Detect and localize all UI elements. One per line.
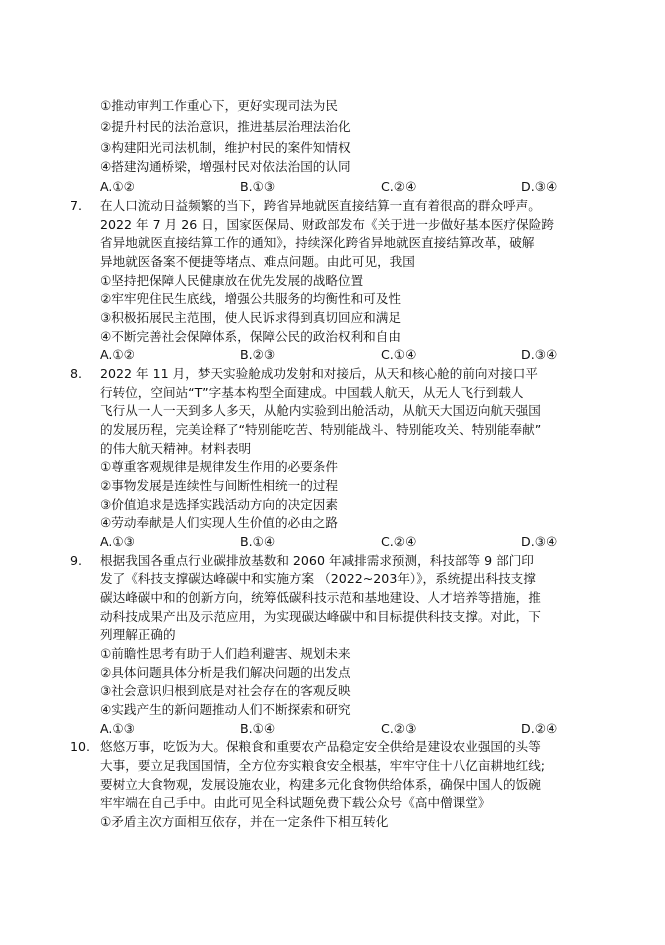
q7-option-1: ①坚持把保障人民健康放在优先发展的战略位置 (100, 273, 364, 288)
q8-option-4: ④劳动奉献是人们实现人生价值的必由之路 (100, 515, 338, 530)
q8-option-1: ①尊重客观规律是规律发生作用的必要条件 (100, 459, 338, 474)
q7-choice-b: B.②③ (240, 347, 276, 362)
q6-option-1: ①推动审判工作重心下，更好实现司法为民 (100, 98, 338, 113)
q6-choice-a: A.①② (100, 179, 135, 194)
q8-stem-line: 2022 年 11 月，梦天实验舱成功发射和对接后，从天和核心舱的前向对接口平 (100, 366, 538, 381)
q7-option-4: ④不断完善社会保障体系，保障公民的政治权利和自由 (100, 329, 401, 344)
q7-stem-line: 2022 年 7 月 26 日，国家医保局、财政部发布《关于进一步做好基本医疗保险跨 (100, 217, 554, 232)
q8-choice-d: D.③④ (521, 534, 558, 549)
q7-choice-c: C.①④ (381, 347, 417, 362)
q10-stem-line: 牢牢端在自己手中。由此可见全科试题免费下载公众号《高中僧课堂》 (100, 795, 491, 810)
q7-option-3: ③积极拓展民主范围，使人民诉求得到真切回应和满足 (100, 310, 401, 325)
q8-choice-b: B.①④ (240, 534, 276, 549)
q9-choice-b: B.①④ (240, 721, 276, 736)
q7-choice-d: D.③④ (521, 347, 558, 362)
q9-option-1: ①前瞻性思考有助于人们趋利避害、规划未来 (100, 646, 351, 661)
q9-choice-a: A.①③ (100, 721, 135, 736)
q9-choice-c: C.②③ (381, 721, 417, 736)
q10-number: 10. (70, 739, 91, 754)
q7-option-2: ②牢牢兜住民生底线，增强公共服务的均衡性和可及性 (100, 291, 401, 306)
q9-stem-line: 动科技成果产出及示范应用，为实现碳达峰碳中和目标提供科技支撑。对此，下 (100, 609, 541, 624)
q7-number: 7. (70, 198, 83, 213)
q8-choice-a: A.①③ (100, 534, 135, 549)
q6-choice-c: C.②④ (381, 179, 417, 194)
q8-stem-line: 飞行从一人一天到多人多天，从舱内实验到出舱活动，从航天大国迈向航天强国 (100, 403, 541, 418)
q10-stem-line: 悠悠万事，吃饭为大。保粮食和重要农产品稳定安全供给是建设农业强国的头等 (100, 739, 541, 754)
q6-choice-b: B.①③ (240, 179, 276, 194)
q9-choices (100, 720, 580, 739)
q8-number: 8. (70, 366, 83, 381)
q9-option-4: ④实践产生的新问题推动人们不断探索和研究 (100, 702, 351, 717)
q7-stem-line: 异地就医备案不便捷等堵点、难点问题。由此可见，我国 (100, 254, 415, 269)
q7-choice-a: A.①② (100, 347, 135, 362)
q9-stem-line: 碳达峰碳中和的创新方向，统筹低碳科技示范和基地建设、人才培养等措施，推 (100, 590, 541, 605)
q8-option-2: ②事物发展是连续性与间断性相统一的过程 (100, 478, 338, 493)
q10-option-1: ①矛盾主次方面相互依存，并在一定条件下相互转化 (100, 814, 389, 829)
q9-stem-line: 发了《科技支撑碳达峰碳中和实施方案 （2022~203年）》，系统提出科技支撑 (100, 571, 536, 586)
q6-choice-d: D.③④ (521, 179, 558, 194)
q8-choices (100, 533, 580, 552)
q7-stem-line: 省异地就医直接结算工作的通知》，持续深化跨省异地就医直接结算改革，破解 (100, 235, 535, 250)
q7-choices (100, 346, 580, 365)
q8-stem-line: 的发展历程，完美诠释了“特别能吃苦、特别能战斗、特别能攻关、特别能奉献” (100, 422, 542, 437)
q9-number: 9. (70, 553, 83, 568)
q9-choice-d: D.②④ (521, 721, 558, 736)
q9-option-3: ③社会意识归根到底是对社会存在的客观反映 (100, 683, 351, 698)
q6-option-2: ②提升村民的法治意识，推进基层治理法治化 (100, 119, 351, 134)
q8-option-3: ③价值追求是选择实践活动方向的决定因素 (100, 497, 338, 512)
q7-stem-line: 在人口流动日益频繁的当下，跨省异地就医直接结算一直有着很高的群众呼声。 (100, 198, 541, 213)
q8-choice-c: C.②④ (381, 534, 417, 549)
q6-option-4: ④搭建沟通桥梁，增强村民对依法治国的认同 (100, 159, 351, 174)
q10-stem-line: 要树立大食物观，发展设施农业，构建多元化食物供给体系，确保中国人的饭碗 (100, 777, 541, 792)
q9-option-2: ②具体问题具体分析是我们解决问题的出发点 (100, 665, 351, 680)
q8-stem-line: 的伟大航天精神。材料表明 (100, 441, 252, 456)
q10-stem-line: 大事，要立足我国国情，全方位夯实粮食安全根基，牢牢守住十八亿亩耕地红线; (100, 758, 546, 773)
q6-option-3: ③构建阳光司法机制，维护村民的案件知情权 (100, 140, 351, 155)
q6-choices (100, 178, 580, 197)
q8-stem-line: 行转位，空间站“T”字基本构型全面建成。中国载人航天，从无人飞行到载人 (100, 385, 524, 400)
q9-stem-line: 列理解正确的 (100, 627, 176, 642)
q9-stem-line: 根据我国各重点行业碳排放基数和 2060 年减排需求预测，科技部等 9 部门印 (100, 553, 534, 568)
